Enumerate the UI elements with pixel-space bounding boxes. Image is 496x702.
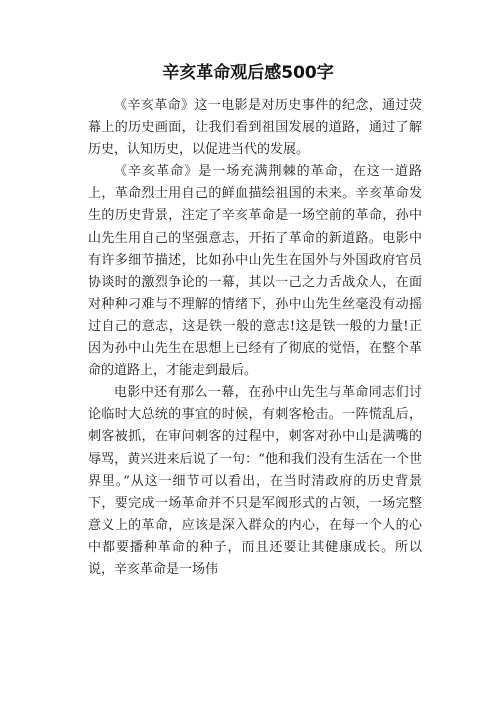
paragraph-1: 《辛亥革命》这一电影是对历史事件的纪念，通过荧幕上的历史画面，让我们看到祖国发展的道路，通过了解历史，认知历史，以促进当代的发展。 <box>88 98 422 158</box>
document-title: 辛亥革命观后感500字 <box>162 63 334 83</box>
paragraph-3: 电影中还有那么一幕，在孙中山先生与革命同志们讨论临时大总统的事宜的时候，有刺客枪击。一阵慌乱后，刺客被抓，在审问刺客的过程中，刺客对孙中山是满嘴的辱骂，黄兴进来后说了一句：“他和我们没有生活在一个世界里。”从这一细节可以看出，在当时清政府的历史背景下，要完成一场革命并不只是军阀形式的占领，一场完整意义上的革命，应该是深入群众的内心，在每一个人的心中都要播种革命的种子，而且还要让其健康成长。所以说，辛亥革命是一场伟 <box>88 385 422 577</box>
paragraph-2: 《辛亥革命》是一场充满荆棘的革命，在这一道路上，革命烈士用自己的鲜血描绘祖国的未来。辛亥革命发生的历史背景，注定了辛亥革命是一场空前的革命，孙中山先生用自己的坚强意志，开拓了革命的新道路。电影中有许多细节描述，比如孙中山先生在国外与外国政府官员协谈时的激烈争论的一幕，其以一己之力舌战众人，在面对种种刁难与不理解的情绪下，孙中山先生丝毫没有动摇过自己的意志，这是铁一般的意志!这是铁一般的力量!正因为孙中山先生在思想上已经有了彻底的觉悟，在整个革命的道路上，才能走到最后。 <box>88 164 422 379</box>
document-body <box>88 95 422 581</box>
